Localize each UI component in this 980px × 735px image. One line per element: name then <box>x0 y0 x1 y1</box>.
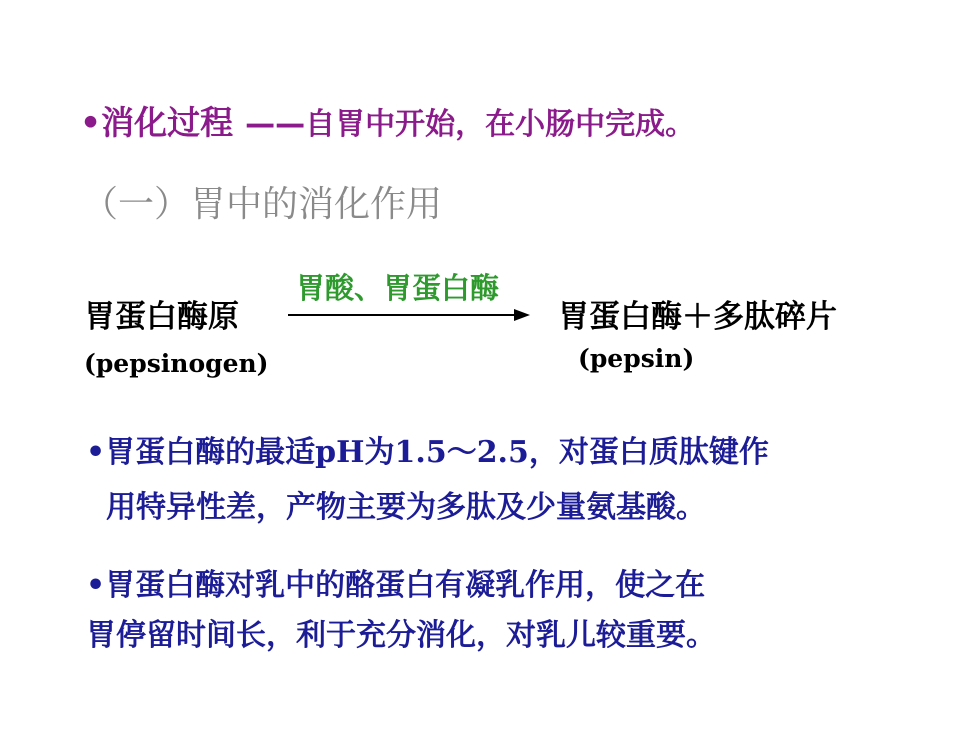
slide-title <box>80 98 695 150</box>
title-bullet: • <box>80 103 102 142</box>
reaction-catalyst-label: 胃酸、胃蛋白酶 <box>296 271 500 305</box>
paragraph-2-line-1: •胃蛋白酶对乳中的酪蛋白有凝乳作用，使之在 <box>86 568 706 603</box>
title-main: 消化过程 <box>101 103 234 142</box>
section-heading: （一）胃中的消化作用 <box>82 184 443 225</box>
paragraph-1-line-1: •胃蛋白酶的最适pH为1.5～2.5，对蛋白质肽键作 <box>86 435 769 470</box>
reaction-substrate: 胃蛋白酶原 <box>84 299 239 335</box>
reaction-arrow-icon <box>288 306 530 324</box>
title-subtitle: ——自胃中开始，在小肠中完成。 <box>245 107 696 142</box>
reaction-product: 胃蛋白酶＋多肽碎片 <box>558 299 837 335</box>
reaction-substrate-english: (pepsinogen) <box>84 349 269 378</box>
paragraph-1-line-2: 用特异性差，产物主要为多肽及少量氨基酸。 <box>106 490 706 525</box>
reaction-product-english: (pepsin) <box>578 344 695 373</box>
paragraph-2-line-2: 胃停留时间长，利于充分消化，对乳儿较重要。 <box>86 618 716 653</box>
